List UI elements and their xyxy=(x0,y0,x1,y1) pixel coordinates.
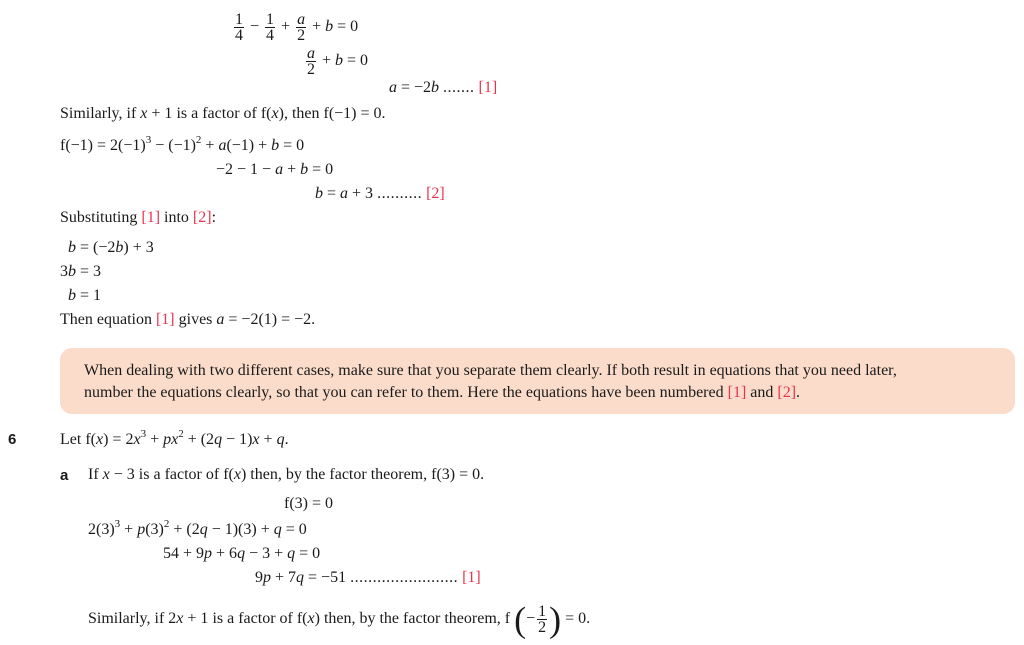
equation-line-9: b = 1 xyxy=(68,287,102,304)
similarly-paragraph: Similarly, if x + 1 is a factor of f(x), then f(−1) = 0. xyxy=(60,105,386,122)
substituting-paragraph: Substituting [1] into [2]: xyxy=(60,209,217,226)
equation-line-7: b = (−2b) + 3 xyxy=(68,239,154,256)
tip-box xyxy=(60,348,1015,414)
equation-line-5: −2 − 1 − a + b = 0 xyxy=(216,161,334,178)
equation-ref-2: [2] xyxy=(426,185,445,202)
tip-text: When dealing with two different cases, make sure that you separate them clearly. If both result in equations that you need later, number the equations clearly, so that you can refer to them. Here the equations have been numbered [1] and [2]. xyxy=(84,362,897,401)
then-equation-paragraph: Then equation [1] gives a = −2(1) = −2. xyxy=(60,311,316,328)
equation-line-4: $f(-1) = 2(-1)^3 - (-1)^2 + a(-1) + b = 0$ xyxy=(60,134,305,154)
question-number: 6 xyxy=(8,431,17,448)
equation-line-10: f(3) = 0 xyxy=(284,495,334,512)
equation-line-3: a = −2b ....... [1] xyxy=(389,79,498,96)
similarly-paragraph-2: Similarly, if 2x + 1 is a factor of f(x) then, by the factor theorem, f (− $\frac{1}{2}$ ) = 0. xyxy=(88,599,591,640)
equation-line-2: $\frac{a}{2}$ + b = 0 xyxy=(307,45,369,78)
part-a-statement: If x − 3 is a factor of f(x) then, by the factor theorem, f(3) = 0. xyxy=(88,466,485,483)
equation-line-12: 54 + 9p + 6q − 3 + q = 0 xyxy=(163,545,321,562)
question-statement: Let $f(x) = 2x^3 + px^2 + (2q - 1)x + q$. xyxy=(60,428,289,448)
part-label: a xyxy=(60,467,69,484)
equation-line-6: b = a + 3 .......... [2] xyxy=(315,185,445,202)
equation-line-8: 3b = 3 xyxy=(60,263,102,280)
equation-line-13: 9p + 7q = −51 ........................ [1] xyxy=(255,569,481,586)
equation-ref-1: [1] xyxy=(478,79,498,96)
equation-line-11: $2(3)^3 + p(3)^2 + (2q - 1)(3) + q = 0$ xyxy=(88,518,307,538)
equation-line-1: $\frac{1}{4}$ − $\frac{1}{4}$ + $\frac{a}{2}$ + b = 0 xyxy=(235,11,359,44)
